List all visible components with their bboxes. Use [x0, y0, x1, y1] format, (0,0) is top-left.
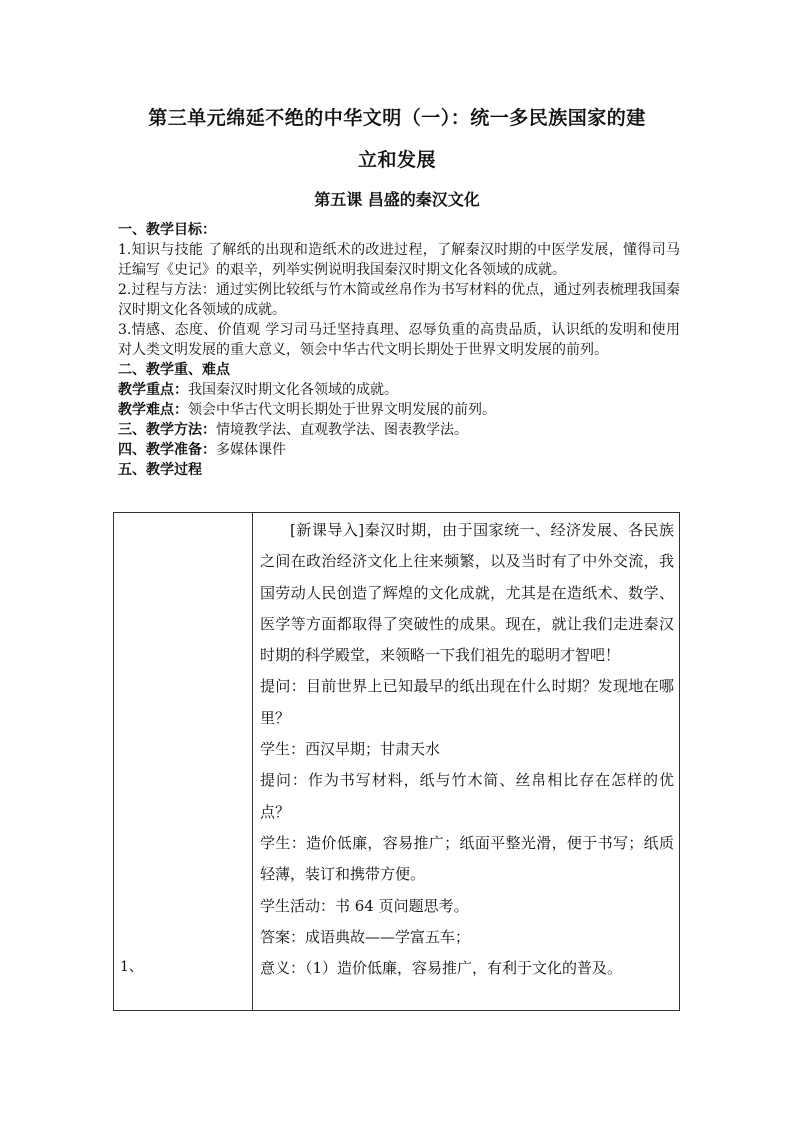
difficulty-text: 领会中华古代文明长期处于世界文明发展的前列。 — [188, 402, 496, 418]
lesson-title: 第五课 昌盛的秦汉文化 — [314, 190, 480, 209]
objective-1: 1.知识与技能 了解纸的出现和造纸术的改进过程，了解秦汉时期的中医学发展，懂得司马迁编写《史记》的艰辛，列举实例说明我国秦汉时期文化各领域的成就。 — [118, 242, 680, 278]
preparation-label: 四、教学准备： — [118, 442, 216, 458]
preparation-text: 多媒体课件 — [216, 442, 286, 458]
methods-line — [118, 420, 680, 440]
preparation-line — [118, 440, 680, 460]
meaning-line: 意义：（1）造价低廉，容易推广，有利于文化的普及。 — [260, 959, 623, 978]
objective-2: 2.过程与方法：通过实例比较纸与竹木简或丝帛作为书写材料的优点，通过列表梳理我国秦汉时期文化各领域的成就。 — [118, 282, 680, 318]
question-1: 提问：目前世界上已知最早的纸出现在什么时期？发现地在哪里？ — [260, 677, 674, 727]
student-answer-1: 学生：西汉早期；甘肃天水 — [260, 740, 441, 759]
key-point-text: 我国秦汉时期文化各领域的成就。 — [188, 382, 398, 398]
teaching-process-table — [113, 512, 680, 1011]
key-point-label: 教学重点： — [118, 382, 188, 398]
answer-line: 答案：成语典故——学富五车； — [260, 927, 471, 946]
methods-label: 三、教学方法： — [118, 422, 216, 438]
step-number: 1、 — [120, 959, 143, 975]
objective-3: 3.情感、态度、价值观 学习司马迁坚持真理、忍辱负重的高贵品质，认识纸的发明和使用对人类文明发展的重大意义，领会中华古代文明长期处于世界文明发展的前列。 — [118, 322, 680, 358]
question-2: 提问：作为书写材料，纸与竹木简、丝帛相比存在怎样的优点？ — [260, 771, 674, 821]
section-objectives-heading: 一、教学目标： — [118, 222, 216, 238]
difficulty-line — [118, 400, 680, 420]
table-right-column — [260, 513, 674, 984]
table-left-column — [114, 513, 253, 1010]
section-key-points-heading: 二、教学重、难点 — [118, 362, 230, 378]
unit-title-line-1: 第三单元绵延不绝的中华文明（一）：统一多民族国家的建 — [148, 107, 646, 129]
key-point-line — [118, 380, 680, 400]
student-activity: 学生活动：书 64 页问题思考。 — [260, 896, 469, 915]
lesson-plan-body — [118, 220, 680, 480]
section-process-heading: 五、教学过程 — [118, 462, 202, 478]
methods-text: 情境教学法、直观教学法、图表教学法。 — [216, 422, 468, 438]
student-answer-2: 学生：造价低廉，容易推广；纸面平整光滑，便于书写；纸质轻薄，装订和携带方便。 — [260, 833, 674, 884]
difficulty-label: 教学难点： — [118, 402, 188, 418]
intro-paragraph: [新课导入]秦汉时期，由于国家统一、经济发展、各民族之间在政治经济文化上往来频繁，以及当时有了中外交流，我国劳动人民创造了辉煌的文化成就，尤其是在造纸术、数学、医学等方面都取得了突破性的成果。现在，就让我们走进秦汉时期的科学殿堂，来领略一下我们祖先的聪明才智吧！ — [260, 521, 674, 665]
unit-title-line-2: 立和发展 — [357, 149, 436, 171]
